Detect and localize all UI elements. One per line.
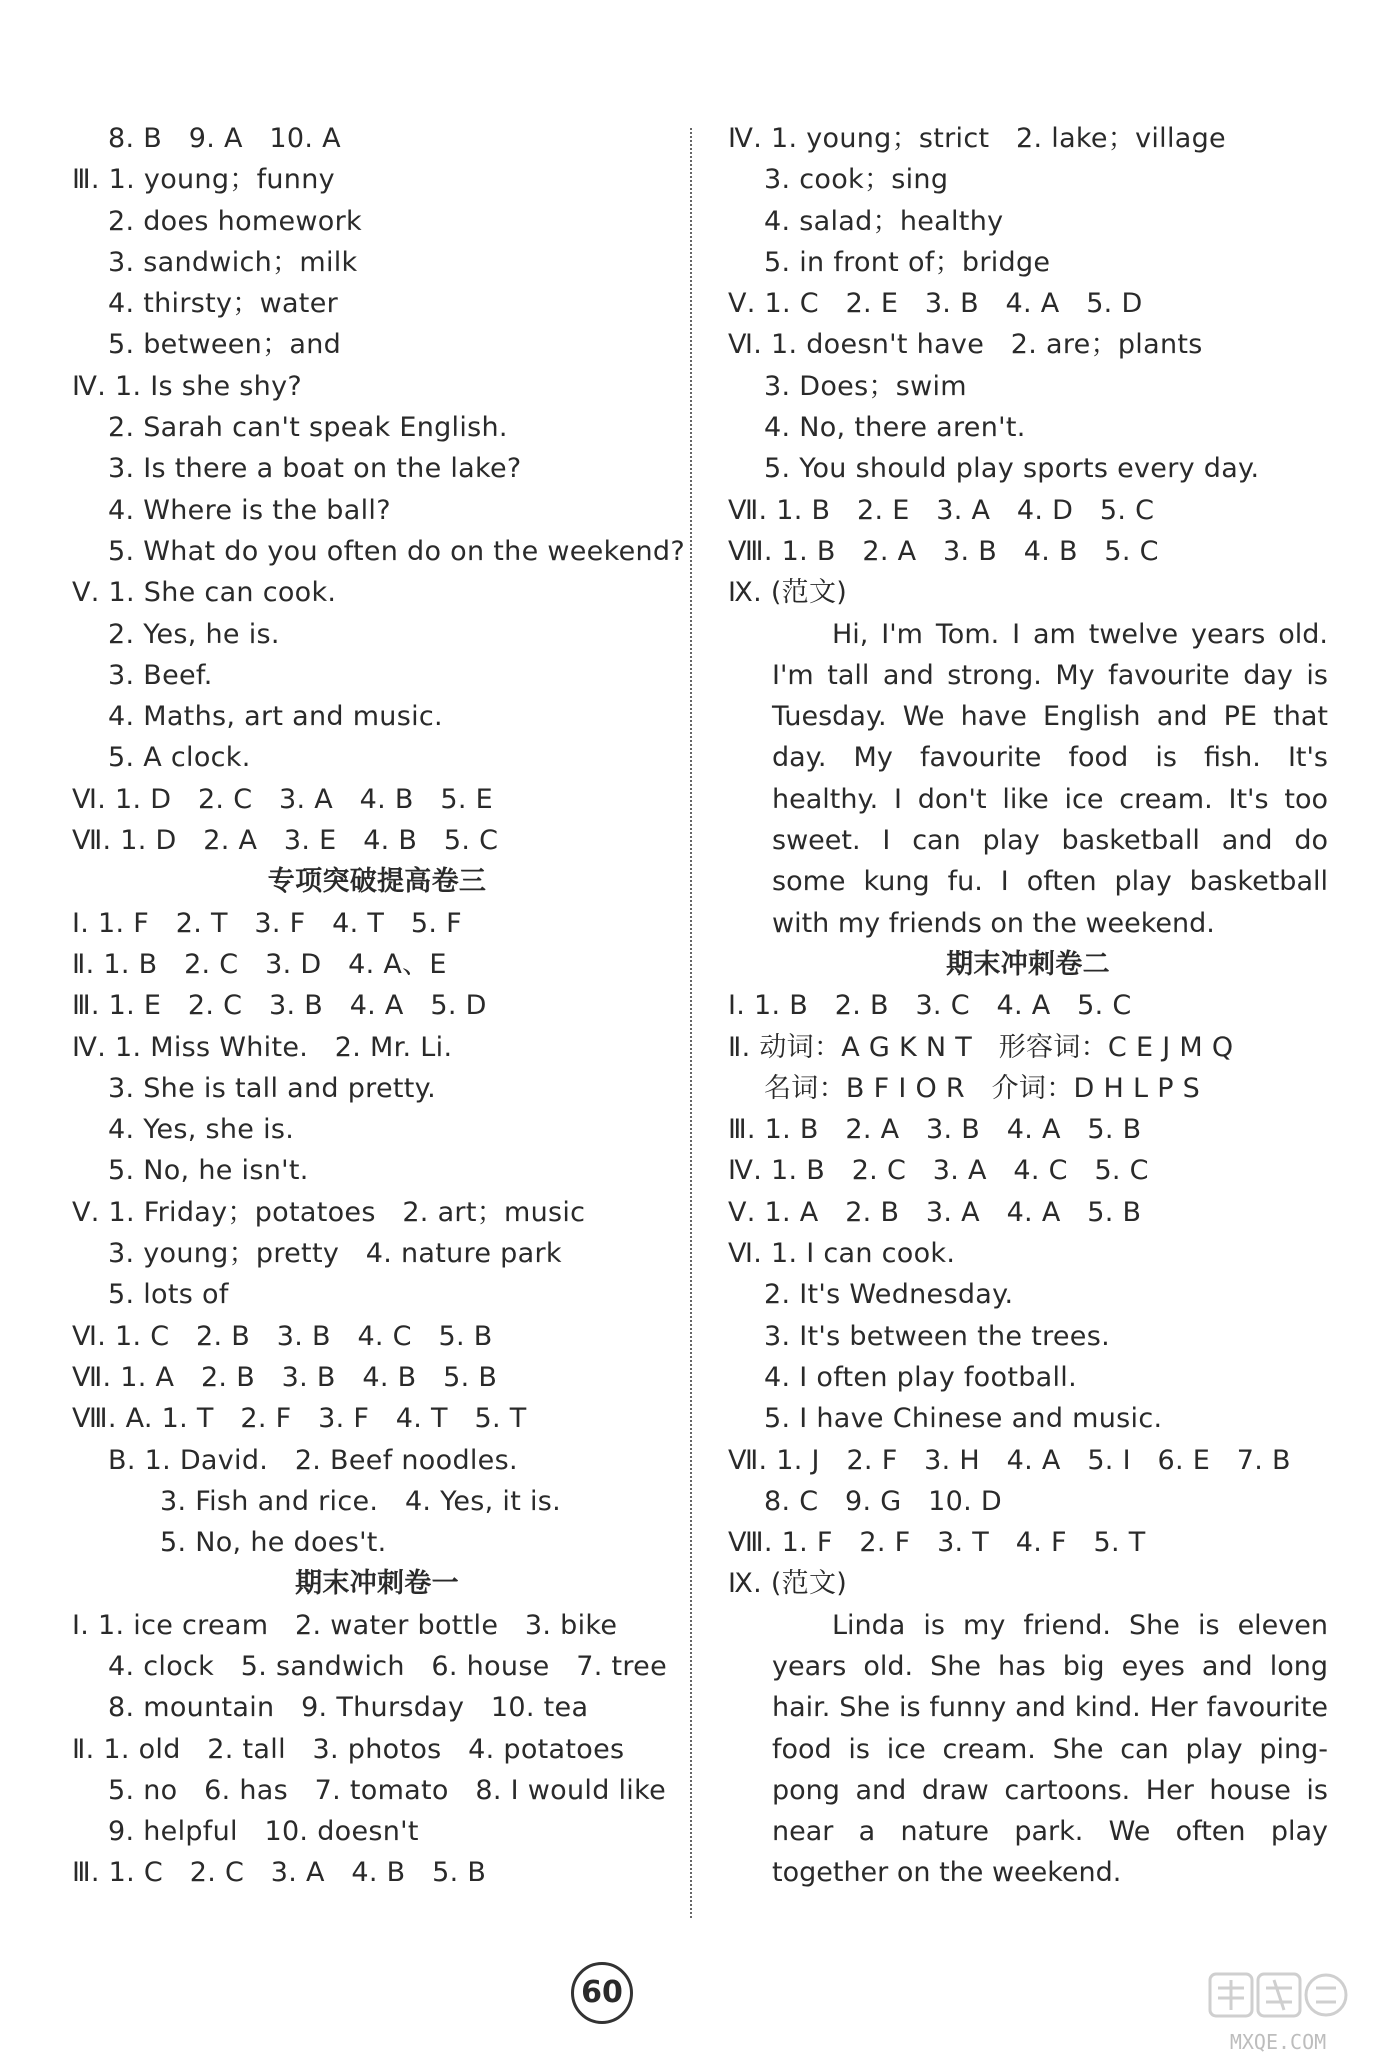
right-answer-line: 5. I have Chinese and music. (764, 1403, 1163, 1435)
left-answer-line: 3. young；pretty 4. nature park (108, 1238, 562, 1270)
right-answer-line: Ⅴ. 1. C 2. E 3. B 4. A 5. D (728, 288, 1143, 320)
left-answer-line: Ⅴ. 1. Friday；potatoes 2. art；music (72, 1196, 586, 1228)
right-answer-line: Ⅳ. 1. young；strict 2. lake；village (728, 123, 1226, 154)
section-heading-final-2: 期末冲刺卷二 (946, 948, 1110, 980)
right-answer-line: 4. I often play football. (764, 1361, 1077, 1393)
left-answer-line: Ⅲ. 1. C 2. C 3. A 4. B 5. B (72, 1857, 487, 1889)
right-answer-line: Ⅱ. 动词：A G K N T 形容词：C E J M Q (728, 1031, 1234, 1063)
left-answer-line: 5. between；and (108, 329, 342, 361)
left-answer-line: 5. What do you often do on the weekend? (108, 535, 685, 567)
left-answer-line: 3. Fish and rice. 4. Yes, it is. (160, 1485, 562, 1517)
left-answer-line: Ⅱ. 1. B 2. C 3. D 4. A、E (72, 948, 447, 980)
right-answer-line: 4. No, there aren't. (764, 412, 1026, 444)
right-answer-line: Ⅵ. 1. I can cook. (728, 1238, 956, 1270)
left-answer-line: 5. no 6. has 7. tomato 8. I would like (108, 1774, 666, 1806)
left-answer-line: 9. helpful 10. doesn't (108, 1816, 419, 1848)
left-answer-line: 4. thirsty；water (108, 288, 339, 320)
left-column (72, 118, 685, 1894)
left-answer-line: 2. does homework (108, 205, 362, 237)
right-answer-line: 3. cook；sing (764, 164, 949, 196)
right-answer-line: Ⅷ. 1. F 2. F 3. T 4. F 5. T (728, 1527, 1146, 1559)
left-answer-line: Ⅶ. 1. D 2. A 3. E 4. B 5. C (72, 825, 499, 857)
right-answer-line: 3. It's between the trees. (764, 1320, 1110, 1352)
left-answer-line: Ⅵ. 1. C 2. B 3. B 4. C 5. B (72, 1320, 493, 1352)
left-answer-line: 4. Where is the ball? (108, 494, 391, 526)
right-answer-line: Ⅲ. 1. B 2. A 3. B 4. A 5. B (728, 1114, 1142, 1146)
right-answer-line: Ⅵ. 1. doesn't have 2. are；plants (728, 329, 1203, 361)
left-answer-line: Ⅶ. 1. A 2. B 3. B 4. B 5. B (72, 1361, 498, 1393)
left-answer-line: Ⅷ. A. 1. T 2. F 3. F 4. T 5. T (72, 1403, 527, 1435)
left-answer-line: B. 1. David. 2. Beef noodles. (108, 1444, 518, 1476)
watermark-logo-icon (1208, 1968, 1348, 2026)
left-answer-line: 3. Beef. (108, 659, 213, 691)
left-answer-line: Ⅱ. 1. old 2. tall 3. photos 4. potatoes (72, 1733, 625, 1765)
left-answer-line: 4. Yes, she is. (108, 1114, 295, 1146)
left-answer-line: 3. sandwich；milk (108, 246, 358, 278)
essay-1 (728, 614, 1328, 944)
left-answer-line: 5. No, he isn't. (108, 1155, 309, 1187)
right-answer-line: 2. It's Wednesday. (764, 1279, 1014, 1311)
left-answer-line: Ⅰ. 1. F 2. T 3. F 4. T 5. F (72, 907, 462, 939)
right-answer-line: Ⅶ. 1. B 2. E 3. A 4. D 5. C (728, 494, 1155, 526)
left-answer-line: Ⅴ. 1. She can cook. (72, 577, 337, 609)
section-heading: 期末冲刺卷一 (295, 1568, 459, 1600)
left-answer-line: 8. mountain 9. Thursday 10. tea (108, 1692, 589, 1724)
right-answer-line: 4. salad；healthy (764, 205, 1004, 237)
left-answer-line: 4. Maths, art and music. (108, 701, 443, 733)
left-answer-line: Ⅵ. 1. D 2. C 3. A 4. B 5. E (72, 783, 493, 815)
right-answer-line: 5. in front of；bridge (764, 246, 1051, 278)
left-answer-line: 5. A clock. (108, 742, 251, 774)
essay-2-text: Linda is my friend. She is eleven years old. She has big eyes and long hair. She is funny and kind. Her favourite food is ice cream. She can play ping-pong and draw cartoons. Her house is near a nature park. We often play together on the weekend. (772, 1609, 1328, 1889)
right-answer-line: 8. C 9. G 10. D (764, 1485, 1002, 1517)
section-heading: 专项突破提高卷三 (267, 866, 487, 898)
left-answer-line: 3. She is tall and pretty. (108, 1072, 436, 1104)
page-number: 60 (571, 1962, 633, 2024)
column-divider (690, 128, 692, 1918)
essay-1-text: Hi, I'm Tom. I am twelve years old. I'm tall and strong. My favourite day is Tuesday. We have English and PE that day. My favourite food is fish. It's healthy. I don't like ice cream. It's too sweet. I can play basketball and do some kung fu. I often play basketball with my friends on the weekend. (772, 618, 1328, 939)
right-answer-line: Ⅳ. 1. B 2. C 3. A 4. C 5. C (728, 1155, 1149, 1187)
left-answer-line: 4. clock 5. sandwich 6. house 7. tree (108, 1650, 668, 1682)
right-answer-line: Ⅷ. 1. B 2. A 3. B 4. B 5. C (728, 535, 1159, 567)
right-column (728, 118, 1328, 1894)
left-answer-line: Ⅰ. 1. ice cream 2. water bottle 3. bike (72, 1609, 618, 1641)
watermark (1188, 1968, 1368, 2054)
watermark-text: MXQE.COM (1229, 2030, 1327, 2054)
left-answer-line: 8. B 9. A 10. A (108, 123, 341, 154)
left-answer-line: 5. lots of (108, 1279, 229, 1311)
right-answer-line: Ⅶ. 1. J 2. F 3. H 4. A 5. I 6. E 7. B (728, 1444, 1291, 1476)
left-answer-line: Ⅲ. 1. young；funny (72, 164, 335, 196)
right-answer-line: Ⅸ. (范文) (728, 1568, 848, 1600)
left-answer-line: 2. Yes, he is. (108, 618, 280, 650)
left-answer-line: 5. No, he does't. (160, 1527, 387, 1559)
right-answer-line: Ⅴ. 1. A 2. B 3. A 4. A 5. B (728, 1196, 1142, 1228)
right-answer-line: 3. Does；swim (764, 370, 967, 402)
left-answer-line: 3. Is there a boat on the lake? (108, 453, 522, 485)
left-answer-line: Ⅳ. 1. Is she shy? (72, 370, 302, 402)
right-answer-line: Ⅰ. 1. B 2. B 3. C 4. A 5. C (728, 990, 1132, 1022)
left-answer-line: Ⅲ. 1. E 2. C 3. B 4. A 5. D (72, 990, 487, 1022)
left-answer-line: 2. Sarah can't speak English. (108, 412, 508, 444)
essay-2 (728, 1605, 1328, 1894)
right-answer-line: Ⅸ. (范文) (728, 577, 848, 609)
right-answer-line: 名词：B F I O R 介词：D H L P S (764, 1072, 1201, 1104)
right-answer-line: 5. You should play sports every day. (764, 453, 1260, 485)
left-answer-line: Ⅳ. 1. Miss White. 2. Mr. Li. (72, 1031, 453, 1063)
